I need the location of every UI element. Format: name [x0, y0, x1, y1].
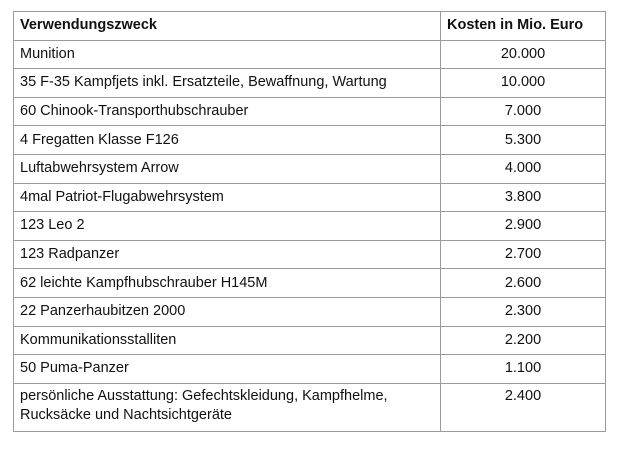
row-purpose: persönliche Ausstattung: Gefechtskleidung, Kampfhelme, Rucksäcke und Nachtsichtgeräte [14, 383, 441, 431]
table-row [14, 240, 606, 269]
row-purpose: 4mal Patriot-Flugabwehrsystem [14, 183, 441, 212]
table-row [14, 69, 606, 98]
row-cost: 10.000 [441, 69, 606, 98]
row-purpose: 4 Fregatten Klasse F126 [14, 126, 441, 155]
row-cost: 2.300 [441, 297, 606, 326]
row-purpose: Kommunikationsstalliten [14, 326, 441, 355]
table-row [14, 40, 606, 69]
table-row [14, 183, 606, 212]
table-row [14, 154, 606, 183]
cost-table [13, 11, 606, 432]
row-cost: 2.700 [441, 240, 606, 269]
table-row [14, 126, 606, 155]
row-cost: 20.000 [441, 40, 606, 69]
table-row [14, 383, 606, 431]
header-cost: Kosten in Mio. Euro [441, 12, 606, 41]
row-purpose: 62 leichte Kampfhubschrauber H145M [14, 269, 441, 298]
table-row [14, 269, 606, 298]
table-header-row [14, 12, 606, 41]
row-purpose: 123 Leo 2 [14, 212, 441, 241]
row-cost: 7.000 [441, 97, 606, 126]
row-purpose: 50 Puma-Panzer [14, 355, 441, 384]
row-cost: 3.800 [441, 183, 606, 212]
row-purpose: 123 Radpanzer [14, 240, 441, 269]
row-cost: 2.200 [441, 326, 606, 355]
table-row [14, 355, 606, 384]
row-cost: 5.300 [441, 126, 606, 155]
row-purpose: Luftabwehrsystem Arrow [14, 154, 441, 183]
header-purpose: Verwendungszweck [14, 12, 441, 41]
table-row [14, 212, 606, 241]
table-row [14, 297, 606, 326]
table-row [14, 326, 606, 355]
row-purpose: 60 Chinook-Transporthubschrauber [14, 97, 441, 126]
row-purpose: Munition [14, 40, 441, 69]
row-cost: 2.600 [441, 269, 606, 298]
row-purpose: 35 F-35 Kampfjets inkl. Ersatzteile, Bewaffnung, Wartung [14, 69, 441, 98]
row-purpose: 22 Panzerhaubitzen 2000 [14, 297, 441, 326]
table-row [14, 97, 606, 126]
row-cost: 4.000 [441, 154, 606, 183]
row-cost: 2.400 [441, 383, 606, 431]
row-cost: 2.900 [441, 212, 606, 241]
row-cost: 1.100 [441, 355, 606, 384]
